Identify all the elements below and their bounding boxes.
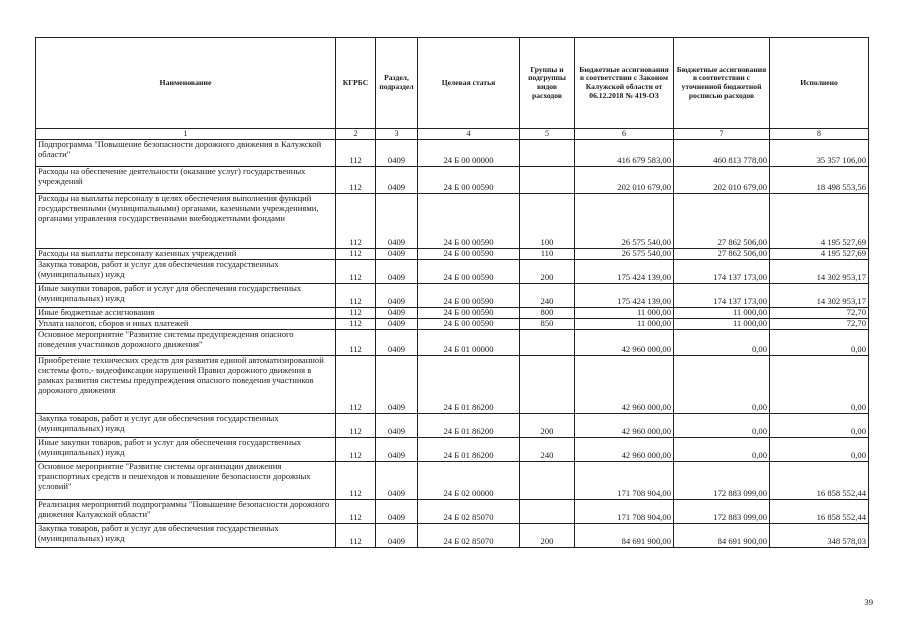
budget-table <box>35 37 869 548</box>
row-target-article-cell: 24 Б 01 00000 <box>418 330 520 356</box>
table-row <box>36 284 869 308</box>
row-refined-amount-cell: 0,00 <box>674 438 770 462</box>
column-number-row <box>36 129 869 140</box>
row-executed-amount-cell: 16 858 552,44 <box>770 462 869 500</box>
header-section: Раздел, подраздел <box>376 38 418 129</box>
row-name-cell: Закупка товаров, работ и услуг для обеспечения государственных (муниципальных) нужд <box>36 414 336 438</box>
row-executed-amount-cell: 4 195 527,69 <box>770 194 869 249</box>
row-kgrbs-cell: 112 <box>336 319 376 330</box>
row-refined-amount-cell: 0,00 <box>674 356 770 414</box>
row-expense-group-cell <box>520 330 575 356</box>
row-expense-group-cell: 850 <box>520 319 575 330</box>
row-executed-amount-cell: 35 357 106,00 <box>770 140 869 167</box>
table-row <box>36 438 869 462</box>
row-expense-group-cell: 200 <box>520 524 575 548</box>
row-section-cell: 0409 <box>376 194 418 249</box>
row-law-amount-cell: 26 575 540,00 <box>575 249 674 260</box>
row-kgrbs-cell: 112 <box>336 140 376 167</box>
row-refined-amount-cell: 0,00 <box>674 330 770 356</box>
table-row <box>36 140 869 167</box>
row-executed-amount-cell: 16 858 552,44 <box>770 500 869 524</box>
table-row <box>36 249 869 260</box>
row-refined-amount-cell: 460 813 778,00 <box>674 140 770 167</box>
row-refined-amount-cell: 172 883 099,00 <box>674 500 770 524</box>
table-row <box>36 308 869 319</box>
row-executed-amount-cell: 0,00 <box>770 330 869 356</box>
row-executed-amount-cell: 0,00 <box>770 414 869 438</box>
row-executed-amount-cell: 14 302 953,17 <box>770 284 869 308</box>
row-law-amount-cell: 42 960 000,00 <box>575 414 674 438</box>
table-row <box>36 462 869 500</box>
header-law-appropriations: Бюджетные ассигнования в соответствии с Законом Калужской области от 06.12.2018 № 419-ОЗ <box>575 38 674 129</box>
row-executed-amount-cell: 348 578,03 <box>770 524 869 548</box>
row-section-cell: 0409 <box>376 500 418 524</box>
row-target-article-cell: 24 Б 01 86200 <box>418 414 520 438</box>
row-law-amount-cell: 84 691 900,00 <box>575 524 674 548</box>
table-row <box>36 356 869 414</box>
row-refined-amount-cell: 0,00 <box>674 414 770 438</box>
column-number: 4 <box>418 129 520 140</box>
row-target-article-cell: 24 Б 00 00590 <box>418 319 520 330</box>
row-law-amount-cell: 26 575 540,00 <box>575 194 674 249</box>
row-target-article-cell: 24 Б 00 00590 <box>418 308 520 319</box>
row-section-cell: 0409 <box>376 330 418 356</box>
row-section-cell: 0409 <box>376 414 418 438</box>
row-target-article-cell: 24 Б 02 00000 <box>418 462 520 500</box>
header-target-article: Целевая статья <box>418 38 520 129</box>
row-refined-amount-cell: 174 137 173,00 <box>674 260 770 284</box>
row-section-cell: 0409 <box>376 167 418 194</box>
row-executed-amount-cell: 0,00 <box>770 356 869 414</box>
row-kgrbs-cell: 112 <box>336 500 376 524</box>
table-header <box>36 38 869 140</box>
row-name-cell: Уплата налогов, сборов и иных платежей <box>36 319 336 330</box>
row-section-cell: 0409 <box>376 524 418 548</box>
row-kgrbs-cell: 112 <box>336 462 376 500</box>
row-executed-amount-cell: 72,70 <box>770 308 869 319</box>
row-section-cell: 0409 <box>376 284 418 308</box>
row-name-cell: Иные закупки товаров, работ и услуг для обеспечения государственных (муниципальных) нужд <box>36 284 336 308</box>
row-law-amount-cell: 11 000,00 <box>575 308 674 319</box>
table-body <box>36 140 869 548</box>
row-expense-group-cell <box>520 140 575 167</box>
row-kgrbs-cell: 112 <box>336 330 376 356</box>
table-row <box>36 500 869 524</box>
row-section-cell: 0409 <box>376 249 418 260</box>
row-law-amount-cell: 11 000,00 <box>575 319 674 330</box>
row-name-cell: Подпрограмма "Повышение безопасности дорожного движения в Калужской области" <box>36 140 336 167</box>
row-section-cell: 0409 <box>376 140 418 167</box>
row-executed-amount-cell: 72,70 <box>770 319 869 330</box>
header-kgrbs: КГРБС <box>336 38 376 129</box>
row-target-article-cell: 24 Б 01 86200 <box>418 356 520 414</box>
column-number: 6 <box>575 129 674 140</box>
row-expense-group-cell <box>520 167 575 194</box>
table-row <box>36 414 869 438</box>
row-target-article-cell: 24 Б 00 00590 <box>418 194 520 249</box>
row-target-article-cell: 24 Б 00 00590 <box>418 167 520 194</box>
row-law-amount-cell: 416 679 583,00 <box>575 140 674 167</box>
row-target-article-cell: 24 Б 00 00590 <box>418 284 520 308</box>
row-name-cell: Приобретение технических средств для развития единой автоматизированной системы фото,- видеофиксации нарушений Правил дорожного движения в рамках развития системы предупреждения опасного поведения участников дорожного движения <box>36 356 336 414</box>
row-section-cell: 0409 <box>376 319 418 330</box>
row-section-cell: 0409 <box>376 438 418 462</box>
column-number: 2 <box>336 129 376 140</box>
row-kgrbs-cell: 112 <box>336 284 376 308</box>
row-executed-amount-cell: 18 498 553,56 <box>770 167 869 194</box>
row-expense-group-cell <box>520 500 575 524</box>
row-expense-group-cell: 200 <box>520 414 575 438</box>
header-executed: Исполнено <box>770 38 869 129</box>
row-target-article-cell: 24 Б 00 00000 <box>418 140 520 167</box>
row-target-article-cell: 24 Б 02 85070 <box>418 500 520 524</box>
row-name-cell: Иные бюджетные ассигнования <box>36 308 336 319</box>
row-refined-amount-cell: 84 691 900,00 <box>674 524 770 548</box>
row-refined-amount-cell: 172 883 099,00 <box>674 462 770 500</box>
header-refined-appropriations: Бюджетные ассигнования в соответствии с уточненной бюджетной росписью расходов <box>674 38 770 129</box>
header-name: Наименование <box>36 38 336 129</box>
row-expense-group-cell: 240 <box>520 438 575 462</box>
row-target-article-cell: 24 Б 01 86200 <box>418 438 520 462</box>
column-number: 1 <box>36 129 336 140</box>
table-row <box>36 330 869 356</box>
row-executed-amount-cell: 4 195 527,69 <box>770 249 869 260</box>
header-expense-groups: Группы и подгруппы видов расходов <box>520 38 575 129</box>
row-kgrbs-cell: 112 <box>336 167 376 194</box>
row-name-cell: Расходы на выплаты персоналу казенных учреждений <box>36 249 336 260</box>
row-law-amount-cell: 175 424 139,00 <box>575 284 674 308</box>
row-section-cell: 0409 <box>376 356 418 414</box>
row-name-cell: Расходы на обеспечение деятельности (оказание услуг) государственных учреждений <box>36 167 336 194</box>
row-name-cell: Иные закупки товаров, работ и услуг для обеспечения государственных (муниципальных) нужд <box>36 438 336 462</box>
row-name-cell: Закупка товаров, работ и услуг для обеспечения государственных (муниципальных) нужд <box>36 524 336 548</box>
row-executed-amount-cell: 14 302 953,17 <box>770 260 869 284</box>
row-expense-group-cell: 100 <box>520 194 575 249</box>
row-kgrbs-cell: 112 <box>336 308 376 319</box>
row-kgrbs-cell: 112 <box>336 249 376 260</box>
row-kgrbs-cell: 112 <box>336 260 376 284</box>
row-refined-amount-cell: 174 137 173,00 <box>674 284 770 308</box>
row-expense-group-cell <box>520 462 575 500</box>
row-expense-group-cell: 200 <box>520 260 575 284</box>
column-number: 8 <box>770 129 869 140</box>
row-refined-amount-cell: 27 862 506,00 <box>674 249 770 260</box>
row-expense-group-cell: 800 <box>520 308 575 319</box>
row-name-cell: Основное мероприятие "Развитие системы предупреждения опасного поведения участников дорожного движения" <box>36 330 336 356</box>
row-executed-amount-cell: 0,00 <box>770 438 869 462</box>
row-kgrbs-cell: 112 <box>336 524 376 548</box>
row-section-cell: 0409 <box>376 462 418 500</box>
row-target-article-cell: 24 Б 02 85070 <box>418 524 520 548</box>
row-law-amount-cell: 42 960 000,00 <box>575 356 674 414</box>
row-name-cell: Реализация мероприятий подпрограммы "Повышение безопасности дорожного движения Калужской области" <box>36 500 336 524</box>
row-expense-group-cell <box>520 356 575 414</box>
row-law-amount-cell: 175 424 139,00 <box>575 260 674 284</box>
row-refined-amount-cell: 27 862 506,00 <box>674 194 770 249</box>
row-law-amount-cell: 202 010 679,00 <box>575 167 674 194</box>
page-number: 39 <box>864 597 873 607</box>
row-expense-group-cell: 240 <box>520 284 575 308</box>
row-law-amount-cell: 171 708 904,00 <box>575 462 674 500</box>
row-kgrbs-cell: 112 <box>336 414 376 438</box>
table-row <box>36 319 869 330</box>
column-number: 3 <box>376 129 418 140</box>
row-section-cell: 0409 <box>376 308 418 319</box>
row-law-amount-cell: 42 960 000,00 <box>575 438 674 462</box>
row-kgrbs-cell: 112 <box>336 194 376 249</box>
row-law-amount-cell: 42 960 000,00 <box>575 330 674 356</box>
row-name-cell: Основное мероприятие "Развитие системы организации движения транспортных средств и пешеходов и повышение безопасности дорожных условий" <box>36 462 336 500</box>
row-refined-amount-cell: 11 000,00 <box>674 319 770 330</box>
table-row <box>36 524 869 548</box>
table-row <box>36 194 869 249</box>
row-refined-amount-cell: 202 010 679,00 <box>674 167 770 194</box>
row-target-article-cell: 24 Б 00 00590 <box>418 249 520 260</box>
column-number: 5 <box>520 129 575 140</box>
row-target-article-cell: 24 Б 00 00590 <box>418 260 520 284</box>
row-kgrbs-cell: 112 <box>336 438 376 462</box>
column-number: 7 <box>674 129 770 140</box>
row-law-amount-cell: 171 708 904,00 <box>575 500 674 524</box>
table-row <box>36 260 869 284</box>
row-section-cell: 0409 <box>376 260 418 284</box>
row-name-cell: Закупка товаров, работ и услуг для обеспечения государственных (муниципальных) нужд <box>36 260 336 284</box>
table-row <box>36 167 869 194</box>
row-name-cell: Расходы на выплаты персоналу в целях обеспечения выполнения функций государственными (муниципальными) органами, казенными учреждениями, органами управления государственными внебюджетными фондами <box>36 194 336 249</box>
row-expense-group-cell: 110 <box>520 249 575 260</box>
row-refined-amount-cell: 11 000,00 <box>674 308 770 319</box>
row-kgrbs-cell: 112 <box>336 356 376 414</box>
